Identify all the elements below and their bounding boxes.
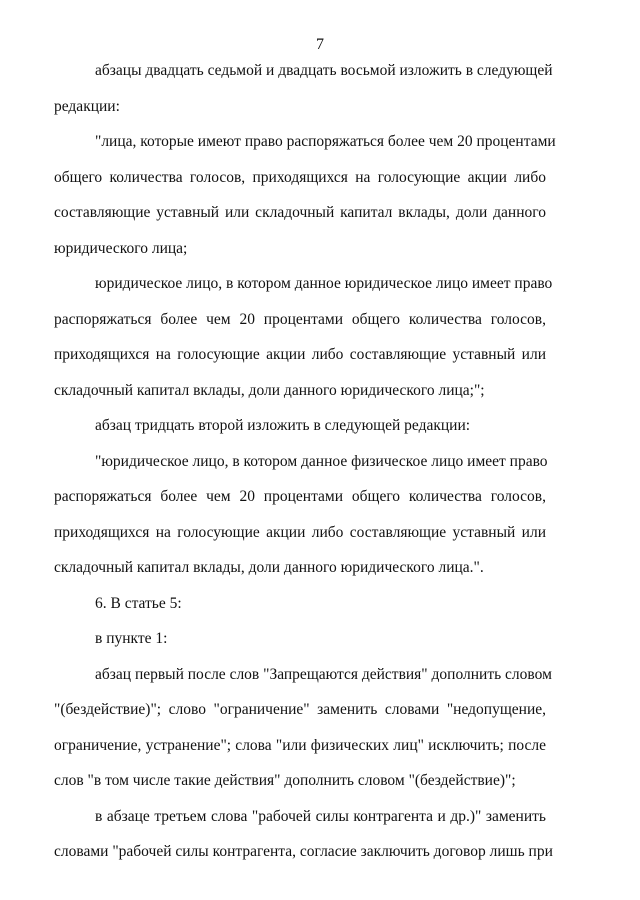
text-line: в абзаце третьем слова "рабочей силы контрагента и др.)" заменить <box>95 807 546 825</box>
text-line: складочный капитал вклады, доли данного юридического лица;"; <box>54 381 485 399</box>
text-line: ограничение, устранение"; слова "или физических лиц" исключить; после <box>54 736 546 754</box>
text-line: 6. В статье 5: <box>95 594 182 612</box>
text-line: абзац первый после слов "Запрещаются действия" дополнить словом <box>95 665 552 683</box>
text-line: словами "рабочей силы контрагента, согласие заключить договор лишь при <box>54 843 553 860</box>
text-line: абзацы двадцать седьмой и двадцать восьмой изложить в следующей <box>95 62 553 79</box>
text-line: юридическое лицо, в котором данное юридическое лицо имеет право <box>95 275 553 292</box>
text-line: юридического лица; <box>54 239 188 257</box>
text-line: "(бездействие)"; слово "ограничение" заменить словами "недопущение, <box>54 701 546 718</box>
text-line: "юридическое лицо, в котором данное физическое лицо имеет право <box>95 452 548 470</box>
document-body <box>54 53 556 870</box>
text-line: слов "в том числе такие действия" дополнить словом "(бездействие)"; <box>54 772 516 789</box>
text-line: приходящихся на голосующие акции либо составляющие уставный или <box>54 346 546 363</box>
text-line: составляющие уставный или складочный капитал вклады, доли данного <box>54 204 546 221</box>
page-number: 7 <box>316 36 324 53</box>
text-line: абзац тридцать второй изложить в следующей редакции: <box>95 417 471 434</box>
text-line: "лица, которые имеют право распоряжаться более чем 20 процентами <box>95 133 556 150</box>
text-line: складочный капитал вклады, доли данного юридического лица.". <box>54 559 484 576</box>
text-line: редакции: <box>54 97 120 115</box>
text-line: распоряжаться более чем 20 процентами общего количества голосов, <box>54 310 546 328</box>
text-line: в пункте 1: <box>95 630 168 647</box>
text-line: общего количества голосов, приходящихся на голосующие акции либо <box>54 168 546 186</box>
text-line: приходящихся на голосующие акции либо составляющие уставный или <box>54 523 546 541</box>
text-line: распоряжаться более чем 20 процентами общего количества голосов, <box>54 488 546 505</box>
